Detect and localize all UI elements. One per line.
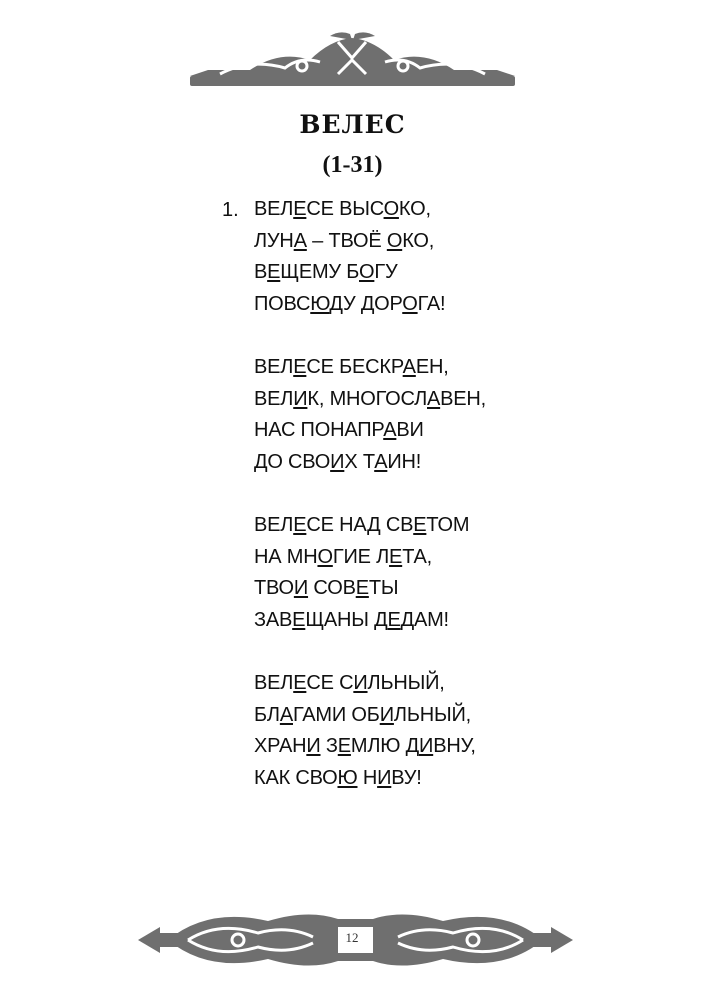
stressed-vowel: О — [359, 261, 375, 283]
stressed-vowel: О — [402, 292, 418, 315]
stressed-vowel: Е — [387, 608, 401, 631]
stanza — [254, 510, 469, 636]
stressed-vowel: Е — [293, 198, 307, 220]
line-text: СЕ С — [306, 672, 354, 694]
line-text: ИН! — [387, 450, 422, 473]
line-text: ТЫ — [368, 577, 399, 599]
line-text: ТОМ — [426, 514, 470, 536]
stressed-vowel: И — [293, 387, 308, 410]
poem-line — [254, 573, 469, 605]
stressed-vowel: А — [279, 703, 293, 726]
stressed-vowel: Е — [413, 514, 427, 536]
stressed-vowel: Е — [389, 545, 403, 568]
line-text: ГАМИ ОБ — [293, 703, 380, 726]
line-text: ЛЬНЫЙ, — [367, 672, 445, 694]
stressed-vowel: А — [374, 450, 388, 473]
top-ornament-icon — [190, 30, 515, 88]
stressed-vowel: А — [427, 387, 441, 410]
poem-line — [254, 257, 445, 289]
poem-line — [254, 605, 469, 637]
poem-line — [254, 700, 476, 732]
line-text: ЗАВ — [254, 608, 293, 631]
stressed-vowel: Ю — [337, 766, 358, 789]
stressed-vowel: Е — [337, 735, 351, 757]
line-text: ВЕЛ — [254, 387, 294, 410]
line-text: ДУ ДОР — [329, 292, 403, 315]
stressed-vowel: Е — [293, 514, 307, 536]
line-text: ДО СВО — [254, 450, 331, 473]
line-text: ГУ — [374, 261, 398, 283]
stressed-vowel: И — [379, 703, 394, 726]
line-text: К, МНОГОСЛ — [307, 387, 427, 410]
line-text: СЕ НАД СВ — [306, 514, 414, 536]
poem-line — [254, 226, 445, 258]
line-text: ЛЬНЫЙ, — [393, 703, 472, 726]
line-text: ПОВС — [254, 292, 311, 315]
stressed-vowel: Е — [267, 261, 281, 283]
stressed-vowel: О — [386, 229, 403, 252]
stanza — [254, 668, 476, 794]
line-text: ЩЕМУ Б — [280, 261, 359, 283]
stressed-vowel: Е — [355, 577, 369, 599]
line-text: ТВО — [254, 577, 294, 599]
line-text: – ТВОЁ — [306, 229, 387, 252]
poem-line — [254, 447, 486, 479]
stressed-vowel: Е — [293, 356, 307, 378]
stressed-vowel: О — [383, 198, 399, 220]
line-text: ХРАН — [254, 735, 307, 757]
poem-line — [254, 731, 476, 763]
line-text: ВНУ, — [433, 735, 476, 757]
poem-line — [254, 415, 486, 447]
stanza — [254, 352, 486, 478]
stressed-vowel: Ю — [310, 292, 330, 315]
line-text: СОВ — [308, 577, 356, 599]
stressed-vowel: О — [317, 545, 333, 568]
poem-line — [254, 763, 476, 795]
poem-line — [254, 668, 476, 700]
stressed-vowel: И — [377, 766, 392, 789]
line-text: З — [320, 735, 338, 757]
line-text: ГИЕ Л — [332, 545, 390, 568]
line-text: ЕН, — [415, 356, 449, 378]
line-text: ДАМ! — [400, 608, 449, 631]
stressed-vowel: И — [330, 450, 345, 473]
stressed-vowel: И — [306, 735, 321, 757]
line-text: НА МН — [254, 545, 318, 568]
stanza — [254, 194, 445, 320]
stressed-vowel: А — [293, 229, 307, 252]
line-text: ЛУН — [254, 229, 294, 252]
line-text: Х Т — [344, 450, 375, 473]
line-text: КО, — [402, 229, 435, 252]
line-text: ТА, — [402, 545, 433, 568]
stressed-vowel: Е — [292, 608, 306, 631]
verse-range: (1-31) — [322, 152, 383, 178]
stressed-vowel: А — [383, 419, 397, 441]
line-text: ВЕЛ — [254, 514, 294, 536]
page-number: 12 — [345, 930, 359, 945]
line-text: Н — [357, 766, 378, 789]
line-text: ВУ! — [391, 766, 422, 789]
line-text: ВЕЛ — [254, 198, 294, 220]
verse-number: 1. — [222, 199, 239, 221]
line-text: ЩАНЫ Д — [305, 608, 388, 631]
page-title: ВЕЛЕС — [299, 110, 406, 139]
stressed-vowel: А — [402, 356, 416, 378]
poem-line — [254, 384, 486, 416]
line-text: БЛ — [254, 703, 280, 726]
stressed-vowel: Е — [293, 672, 307, 694]
poem-line — [254, 289, 445, 321]
stressed-vowel: И — [293, 577, 309, 599]
poem-line — [254, 352, 486, 384]
line-text: СЕ ВЫС — [306, 198, 384, 220]
stressed-vowel: И — [419, 735, 434, 757]
line-text: ВИ — [396, 419, 424, 441]
line-text: НАС ПОНАПР — [254, 419, 384, 441]
line-text: ВЕЛ — [254, 672, 294, 694]
line-text: ВЕЛ — [254, 356, 294, 378]
stressed-vowel: И — [353, 672, 368, 694]
line-text: КО, — [398, 198, 431, 220]
poem-line — [254, 542, 469, 574]
line-text: СЕ БЕСКР — [306, 356, 403, 378]
line-text: В — [254, 261, 268, 283]
poem-line — [254, 194, 445, 226]
line-text: ВЕН, — [440, 387, 487, 410]
line-text: МЛЮ Д — [350, 735, 419, 757]
line-text: ГА! — [417, 292, 446, 315]
poem-line — [254, 510, 469, 542]
line-text: КАК СВО — [254, 766, 338, 789]
